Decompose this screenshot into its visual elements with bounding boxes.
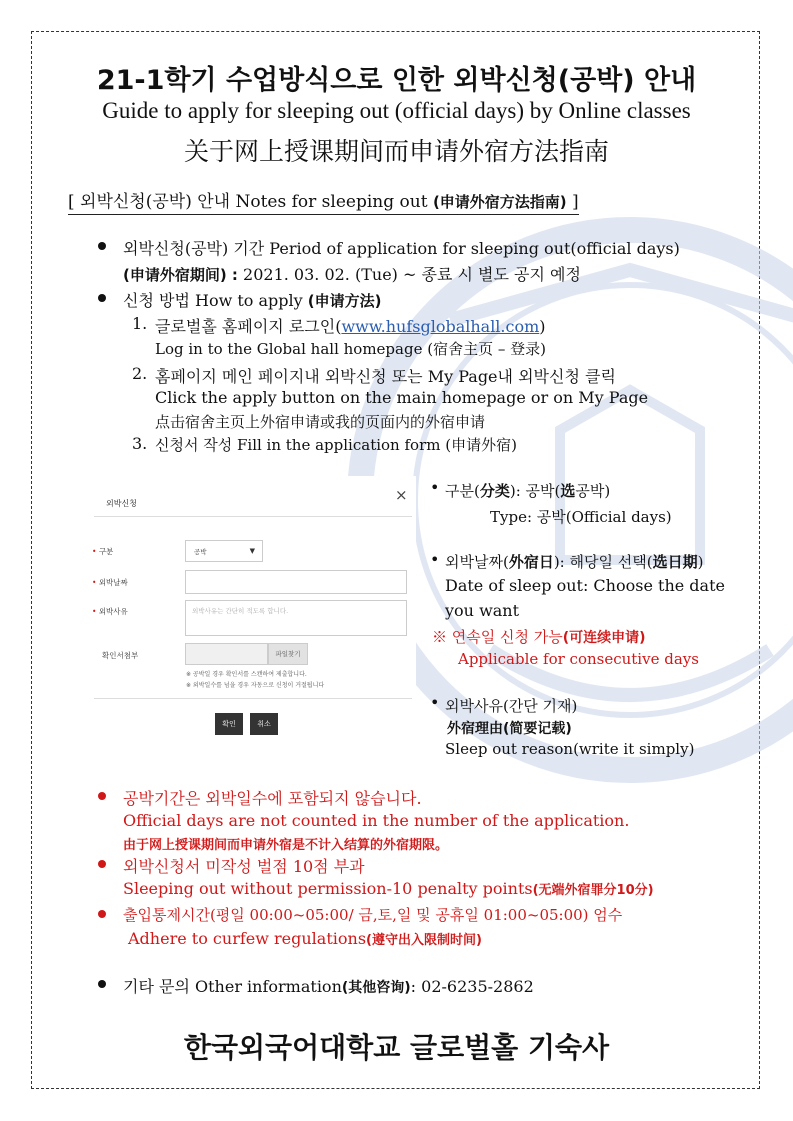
form-file-button[interactable]: 파일찾기: [268, 643, 308, 665]
step-2-number: 2.: [132, 364, 148, 383]
warning-1-en: Official days are not counted in the number of the application.: [123, 811, 630, 830]
side-consecutive: [432, 626, 646, 647]
other-info-zh: (其他咨询): [341, 980, 411, 996]
step-1-text-end: ): [539, 317, 546, 336]
period-value: 2021. 03. 02. (Tue) ~ 종료 시 별도 공지 예정: [237, 265, 581, 284]
side-reason-zh: 外宿理由(简要记载): [447, 721, 572, 737]
side-date-pre: 외박날짜(: [445, 553, 509, 571]
warning-1-ko: 공박기간은 외박일수에 포함되지 않습니다.: [123, 789, 422, 808]
form-label-reason: • 외박사유: [92, 607, 128, 616]
step-1-line2: Log in to the Global hall homepage (宿舍主页 – 登录): [155, 340, 546, 358]
warning-1-zh: 由于网上授课期间而申请外宿是不计入结算的外宿期限。: [123, 838, 449, 853]
title-english: Guide to apply for sleeping out (official days) by Online classes: [102, 98, 691, 123]
bullet-period: [98, 242, 106, 250]
side-consecutive-en: Applicable for consecutive days: [458, 650, 699, 668]
title-korean: 21-1학기 수업방식으로 인한 외박신청(공박) 안내: [96, 65, 697, 96]
side-reason-ko: 외박사유(간단 기재): [445, 697, 578, 715]
how-to-heading-text: 신청 방법 How to apply: [123, 291, 308, 310]
step-3-number: 3.: [132, 434, 148, 453]
warning-3-en: Adhere to curfew regulations: [128, 929, 367, 948]
form-note-1: ※ 공박일 경우 확인서를 스캔하여 제출합니다.: [186, 671, 307, 678]
form-date-input[interactable]: [185, 570, 407, 594]
side-date-line: [445, 551, 703, 572]
form-label-type-text: 구분: [98, 547, 114, 556]
how-to-heading-zh: (申请方法): [307, 292, 382, 310]
global-hall-link[interactable]: www.hufsglobalhall.com: [341, 317, 540, 336]
side-reason-en: Sleep out reason(write it simply): [445, 740, 695, 758]
footer-institution: 한국외국어대학교 글로벌홀 기숙사: [183, 1031, 610, 1064]
side-date-en1: Date of sleep out: Choose the date: [445, 576, 725, 595]
side-date-mid: ): 해당일 선택(: [553, 553, 653, 571]
bullet-warning-1: [98, 792, 106, 800]
warning-2-line: [123, 879, 654, 898]
period-line2: [123, 262, 581, 285]
form-label-reason-text: 외박사유: [98, 607, 128, 616]
form-note-2: ※ 외박일수를 넘을 경우 자동으로 신청이 거절됩니다: [186, 682, 325, 689]
side-date-post: ): [697, 553, 704, 571]
form-divider: [94, 516, 412, 517]
chevron-down-icon: ▼: [249, 547, 255, 555]
other-info-phone: : 02-6235-2862: [410, 977, 534, 996]
side-type-zh2: 选: [560, 482, 576, 500]
bullet-other-info: [98, 980, 106, 988]
form-label-date-text: 외박날짜: [98, 578, 128, 587]
step-2-line2: Click the apply button on the main homepage or on My Page: [155, 388, 649, 407]
other-info-line: [123, 974, 534, 997]
form-label-type: • 구분: [92, 547, 114, 556]
step-3-line1: 신청서 작성 Fill in the application form (申请外宿): [155, 436, 517, 454]
form-confirm-button[interactable]: 확인: [215, 713, 243, 735]
step-2-line1: 홈페이지 메인 페이지내 외박신청 또는 My Page내 외박신청 클릭: [155, 367, 616, 386]
form-label-attach: 확인서첨부: [102, 651, 139, 660]
warning-3-line: [128, 929, 482, 948]
warning-3-zh: (遵守出入限制时间): [366, 933, 482, 948]
side-bullet-date: •: [430, 550, 440, 569]
form-close-icon[interactable]: ×: [395, 486, 408, 504]
warning-3-ko: 출입통제시간(평일 00:00~05:00/ 금,토,일 및 공휴일 01:00~05:00) 엄수: [123, 906, 623, 924]
warning-2-ko: 외박신청서 미작성 벌점 10점 부과: [123, 857, 365, 876]
notes-header-suffix: ]: [566, 192, 579, 212]
form-reason-placeholder: 외박사유는 간단히 적도록 합니다.: [192, 607, 289, 615]
how-to-heading: [123, 288, 382, 311]
side-type-en: Type: 공박(Official days): [490, 508, 672, 526]
notes-header-prefix: [ 외박신청(공박) 안내 Notes for sleeping out: [68, 192, 433, 212]
form-divider-bottom: [94, 698, 412, 699]
step-1-line1: [155, 314, 546, 337]
side-bullet-reason: •: [430, 693, 440, 712]
other-info-text: 기타 문의 Other information: [123, 977, 342, 996]
form-label-date: • 외박날짜: [92, 578, 128, 587]
form-cancel-button[interactable]: 취소: [250, 713, 278, 735]
form-type-value: 공박: [194, 548, 207, 556]
side-date-zh2: 选日期: [652, 553, 698, 571]
side-type-post: 공박): [575, 482, 611, 500]
step-1-number: 1.: [132, 314, 148, 333]
side-bullet-type: •: [430, 478, 440, 497]
side-type-pre: 구분(: [445, 482, 480, 500]
form-reason-textarea[interactable]: [185, 600, 407, 636]
side-consecutive-zh: (可连续申请): [562, 630, 646, 646]
period-label-zh: (申请外宿期间) :: [123, 266, 238, 284]
step-1-text: 글로벌홀 홈페이지 로그인(: [155, 317, 342, 336]
side-consecutive-ko: ※ 연속일 신청 가능: [432, 628, 563, 646]
bullet-warning-3: [98, 910, 106, 918]
side-date-zh: 外宿日: [508, 553, 554, 571]
bullet-how-to: [98, 294, 106, 302]
form-type-select[interactable]: [185, 540, 263, 562]
period-line1: 외박신청(공박) 기간 Period of application for sleeping out(official days): [123, 239, 680, 258]
warning-2-zh: (无端外宿罪分10分): [532, 883, 654, 898]
step-2-line3: 点击宿舍主页上外宿申请或我的页面内的外宿申请: [155, 413, 486, 431]
side-type-zh: 分类: [479, 482, 510, 500]
side-date-en2: you want: [445, 601, 520, 620]
application-form-screenshot: [88, 476, 416, 758]
form-title: 외박신청: [106, 499, 137, 508]
bullet-warning-2: [98, 860, 106, 868]
side-type-mid: ): 공박(: [509, 482, 561, 500]
side-type-line: [445, 480, 610, 501]
warning-2-en: Sleeping out without permission-10 penalty points: [123, 879, 533, 898]
title-chinese: 关于网上授课期间而申请外宿方法指南: [183, 137, 609, 166]
notes-header-chinese: (申请外宿方法指南): [432, 193, 567, 211]
notes-header: [68, 187, 579, 215]
form-file-path: [185, 643, 268, 665]
